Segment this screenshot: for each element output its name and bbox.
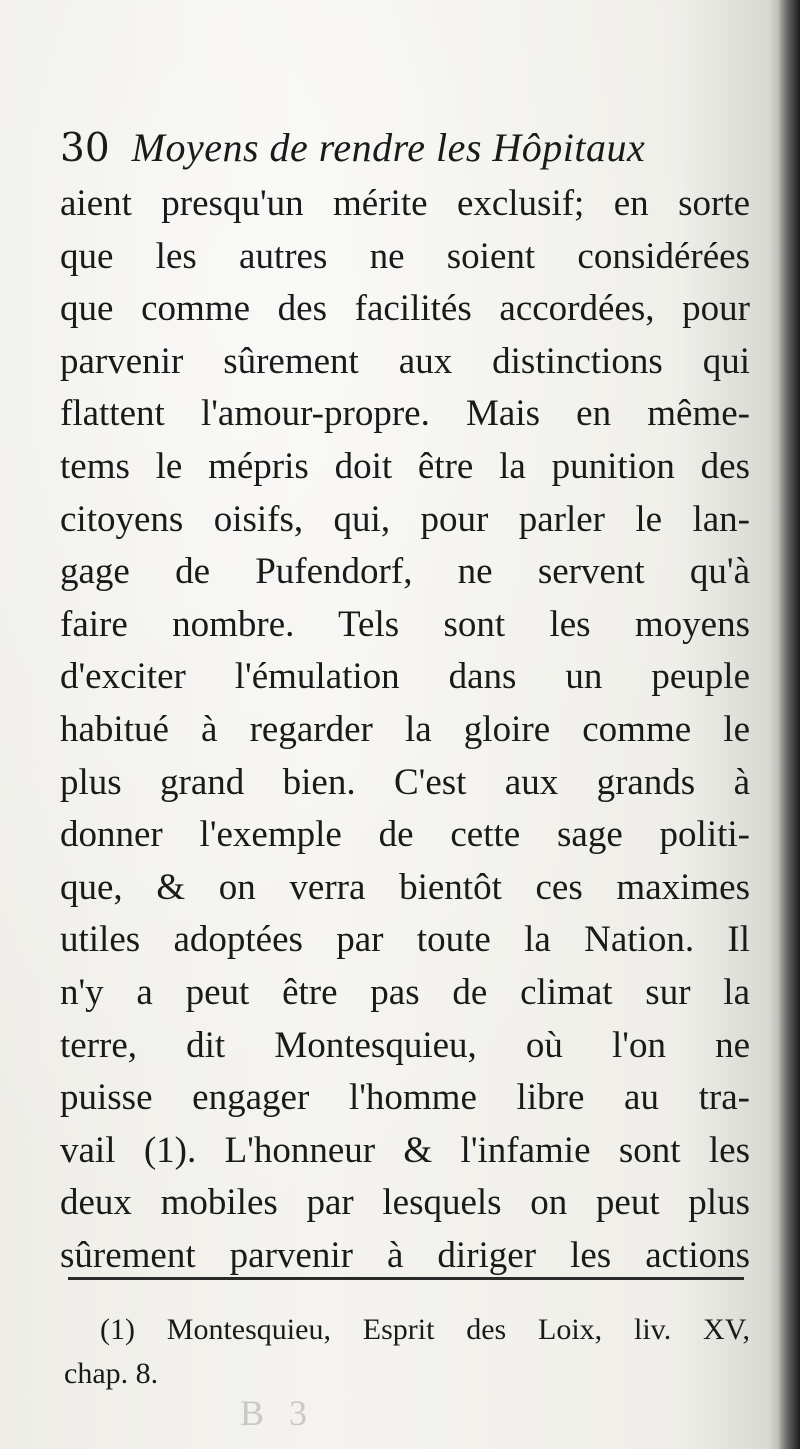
text-line: n'y a peut être pas de climat sur la (60, 971, 750, 1013)
text-line: habitué à regarder la gloire comme le (60, 708, 750, 750)
text-line: citoyens oisifs, qui, pour parler le lan- (60, 498, 750, 540)
footnote-line: chap. 8. (64, 1357, 159, 1390)
text-line: donner l'exemple de cette sage politi- (60, 814, 750, 856)
signature-mark: B 3 (240, 1393, 316, 1433)
text-line: aient presqu'un mérite exclusif; en sorte (60, 183, 750, 224)
footnote-line: (1) Montesquieu, Esprit des Loix, liv. XV, (100, 1313, 750, 1346)
text-line: gage de Pufendorf, ne servent qu'à (60, 551, 750, 593)
page-number: 30 (60, 126, 110, 171)
text-line: que, & on verra bientôt ces maximes (60, 866, 750, 908)
body-text (60, 178, 750, 1282)
text-line: flattent l'amour-propre. Mais en même- (60, 393, 750, 435)
book-spine-shadow (778, 0, 800, 1449)
text-line: d'exciter l'émulation dans un peuple (60, 656, 750, 698)
text-line: terre, dit Montesquieu, où l'on ne (60, 1024, 750, 1066)
text-line: utiles adoptées par toute la Nation. Il (60, 919, 750, 961)
text-line: tems le mépris doit être la punition des (60, 445, 750, 487)
text-line: vail (1). L'honneur & l'infamie sont les (60, 1129, 750, 1171)
footnote-divider (68, 1277, 744, 1280)
running-header (60, 118, 750, 178)
running-title: Moyens de rendre les Hôpitaux (131, 125, 646, 170)
text-line: que comme des facilités accordées, pour (60, 288, 750, 330)
text-line: deux mobiles par lesquels on peut plus (60, 1182, 750, 1224)
text-line: puisse engager l'homme libre au tra- (60, 1077, 750, 1119)
text-line: parvenir sûrement aux distinctions qui (60, 340, 750, 382)
text-line: que les autres ne soient considérées (60, 235, 750, 277)
text-line: sûrement parvenir à diriger les actions (60, 1234, 750, 1276)
text-line: plus grand bien. C'est aux grands à (60, 761, 750, 803)
text-line: faire nombre. Tels sont les moyens (60, 603, 750, 645)
